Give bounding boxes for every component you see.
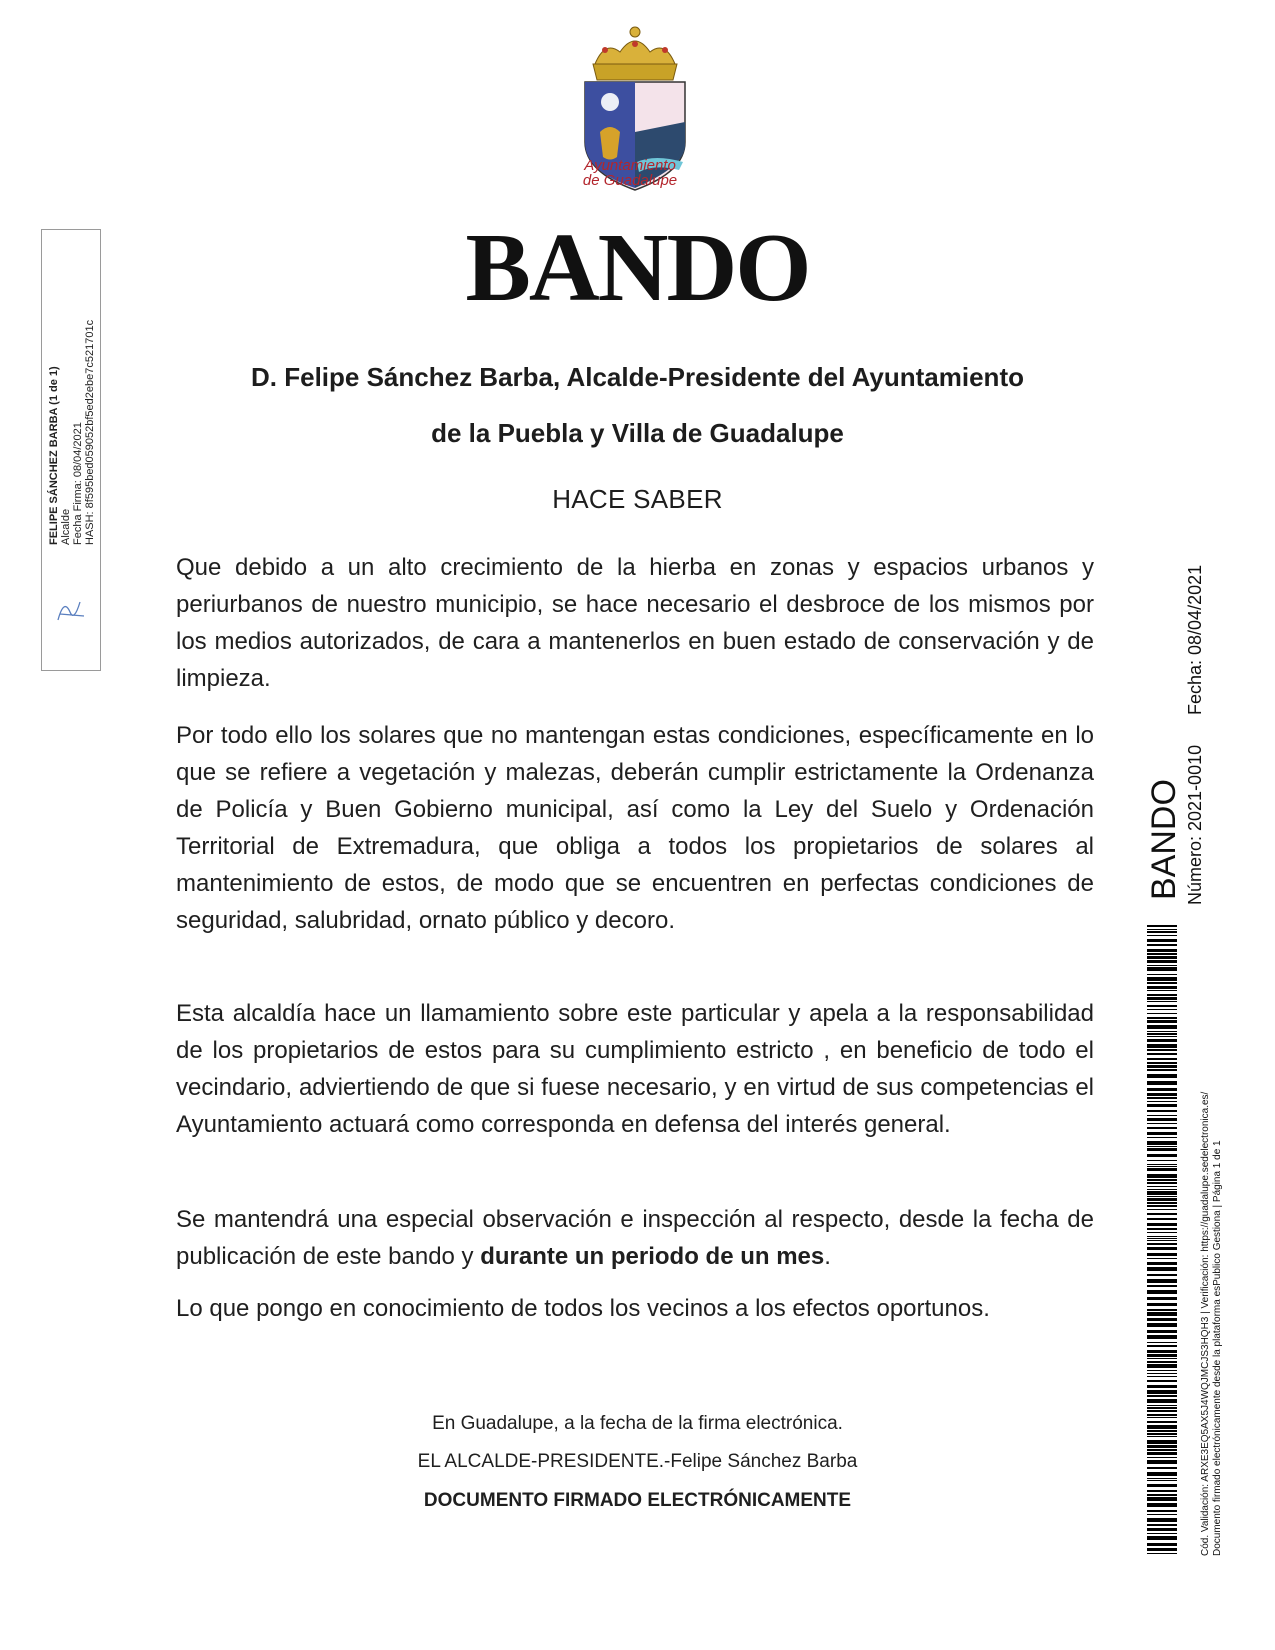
signature-name: FELIPE SÁNCHEZ BARBA (1 de 1) (48, 366, 60, 545)
barcode-bar (1147, 1198, 1177, 1201)
barcode-bar (1147, 1182, 1177, 1184)
barcode-bar (1147, 1425, 1177, 1429)
barcode-bar (1147, 1044, 1177, 1048)
barcode-bar (1147, 1101, 1177, 1102)
barcode-bar (1147, 1262, 1177, 1265)
barcode-bar (1147, 1335, 1177, 1339)
body-paragraph-4 (176, 1201, 1094, 1275)
barcode-bar (1147, 1460, 1177, 1464)
barcode-bar (1147, 1440, 1177, 1444)
barcode-bar (1147, 1036, 1177, 1037)
barcode-bar (1147, 1137, 1177, 1138)
barcode-bar (1147, 1312, 1177, 1316)
barcode-bar (1147, 1127, 1177, 1129)
barcode-bar (1147, 1228, 1177, 1230)
para4-bold: durante un periodo de un mes (480, 1243, 825, 1270)
barcode-bar (1147, 1390, 1177, 1394)
barcode-bar (1147, 1528, 1177, 1531)
barcode-bar (1147, 1514, 1177, 1515)
barcode-bar (1147, 1445, 1177, 1448)
barcode-bar (1147, 1141, 1177, 1145)
barcode-bar (1147, 1480, 1177, 1481)
body-paragraph-1: Que debido a un alto crecimiento de la hierba en zonas y espacios urbanos y periurbanos de nuestro municipio, se hace necesario el desbroce de los mismos por los medios autorizados, de cara a mantenerlos en buen estado de conservación y de limpieza. (176, 554, 1094, 692)
barcode-bar (1147, 1318, 1177, 1321)
barcode-bar (1147, 1240, 1177, 1241)
barcode-bar (1147, 935, 1177, 936)
barcode-bar (1147, 1074, 1177, 1078)
barcode-bar (1147, 1373, 1177, 1374)
barcode-bar (1147, 1154, 1177, 1157)
barcode-bar (1147, 1186, 1177, 1187)
barcode-bar (1147, 956, 1177, 959)
closing-signed-notice: DOCUMENTO FIRMADO ELECTRÓNICAMENTE (423, 1490, 852, 1511)
barcode-bar (1147, 1421, 1177, 1423)
barcode-bar (1147, 1009, 1177, 1010)
barcode-bar (1147, 1088, 1177, 1091)
barcode-bar (1147, 1452, 1177, 1455)
barcode-bar (1147, 1467, 1177, 1469)
barcode-bar (1147, 1417, 1177, 1418)
barcode-bar (1147, 967, 1177, 971)
barcode-icon (1147, 925, 1177, 1555)
barcode-bar (1147, 1524, 1177, 1526)
barcode-bar (1147, 1405, 1177, 1406)
barcode-bar (1147, 1370, 1177, 1371)
barcode-bar (1147, 1449, 1177, 1451)
barcode-bar (1147, 1223, 1177, 1226)
barcode-bar (1147, 1062, 1177, 1064)
barcode-bar (1147, 1247, 1177, 1250)
barcode-bar (1147, 1436, 1177, 1437)
barcode-bar (1147, 1013, 1177, 1014)
barcode-bar (1147, 1484, 1177, 1487)
barcode-bar (1147, 1430, 1177, 1432)
barcode-bar (1147, 1164, 1177, 1165)
barcode-bar (1147, 994, 1177, 996)
barcode-bar (1147, 1533, 1177, 1534)
barcode-bar (1147, 1267, 1177, 1271)
barcode-bar (1147, 1350, 1177, 1353)
barcode-bar (1147, 1279, 1177, 1283)
barcode-bar (1147, 1297, 1177, 1300)
barcode-bar (1147, 1518, 1177, 1522)
side-stamp-title: BANDO (1145, 779, 1183, 900)
barcode-bar (1147, 1166, 1177, 1167)
heading-line1: D. Felipe Sánchez Barba, Alcalde-Presidente del Ayuntamiento (251, 362, 1024, 392)
signature-role: Alcalde (60, 508, 72, 545)
barcode-bar (1147, 1110, 1177, 1112)
barcode-bar (1147, 1457, 1177, 1458)
barcode-bar (1147, 1031, 1177, 1032)
barcode-bar (1147, 1358, 1177, 1359)
barcode-bar (1147, 1285, 1177, 1287)
crest-caption-line1: Ayuntamiento (584, 157, 676, 174)
barcode-bar (1147, 1376, 1177, 1377)
barcode-bar (1147, 1033, 1177, 1035)
barcode-bar (1147, 925, 1177, 927)
barcode-bar (1147, 1543, 1177, 1546)
barcode-bar (1147, 1146, 1177, 1147)
closing-signer: EL ALCALDE-PRESIDENTE.-Felipe Sánchez Barba (417, 1451, 858, 1472)
barcode-bar (1147, 1065, 1177, 1068)
barcode-bar (1147, 965, 1177, 966)
body-paragraph-3: Esta alcaldía hace un llamamiento sobre este particular y apela a la responsabilidad de los propietarios de estos para su cumplimiento estricto , en beneficio de todo el vecindario, adviertiendo de que si fuese necesario, y en virtud de sus competencias el Ayuntamiento actuará como corresponda en defensa del interés general. (176, 1000, 1094, 1138)
para4-start: Se mantendrá una especial observación e inspección al respecto, desde la fecha de publicación de este bando y (176, 1206, 1094, 1270)
barcode-bar (1147, 1205, 1177, 1207)
barcode-bar (1147, 931, 1177, 933)
barcode-bar (1147, 1407, 1177, 1409)
barcode-bar (1147, 1503, 1177, 1507)
barcode-bar (1147, 1361, 1177, 1363)
barcode-bar (1147, 1536, 1177, 1540)
barcode-bar (1147, 1148, 1177, 1151)
barcode-bar (1147, 1472, 1177, 1476)
barcode-bar (1147, 1433, 1177, 1435)
signature-scribble-icon (50, 590, 90, 630)
body-paragraph-2: Por todo ello los solares que no mantengan estas condiciones, específicamente en lo que se refiere a vegetación y malezas, deberán cumplir estrictamente la Ordenanza de Policía y Buen Gobierno municipal, así como la Ley del Suelo y Ordenación Territorial de Extremadura, que obliga a todos los propietarios de solares al mantenimiento de estos, de modo que se encuentren en perfectas condiciones de seguridad, salubridad, ornato público y decoro. (176, 722, 1094, 934)
barcode-bar (1147, 1115, 1177, 1116)
barcode-bar (1147, 1189, 1177, 1190)
barcode-bar (1147, 1553, 1177, 1554)
barcode-bar (1147, 1093, 1177, 1096)
barcode-bar (1147, 1168, 1177, 1171)
barcode-bar (1147, 1258, 1177, 1259)
barcode-bar (1147, 1309, 1177, 1311)
hace-saber-heading: HACE SABER (552, 484, 723, 514)
side-stamp-date: Fecha: 08/04/2021 (1185, 564, 1205, 715)
barcode-bar (1147, 1399, 1177, 1403)
body-paragraph-5: Lo que pongo en conocimiento de todos los vecinos a los efectos oportunos. (176, 1295, 990, 1322)
barcode-bar (1147, 1323, 1177, 1327)
barcode-bar (1147, 1364, 1177, 1368)
barcode-bar (1147, 1202, 1177, 1204)
barcode-bar (1147, 949, 1177, 952)
barcode-bar (1147, 1395, 1177, 1397)
barcode-bar (1147, 1191, 1177, 1195)
barcode-bar (1147, 977, 1177, 981)
barcode-bar (1147, 1380, 1177, 1382)
barcode-bar (1147, 939, 1177, 942)
barcode-bar (1147, 1179, 1177, 1181)
barcode-bar (1147, 1238, 1177, 1239)
barcode-bar (1147, 986, 1177, 989)
barcode-bar (1147, 1081, 1177, 1085)
signature-hash: HASH: 8f595bed059052bf5ed2ebe7c521701c (84, 319, 96, 545)
signature-date: Fecha Firma: 08/04/2021 (72, 422, 84, 545)
barcode-bar (1147, 974, 1177, 975)
barcode-bar (1147, 1005, 1177, 1007)
barcode-bar (1147, 1232, 1177, 1233)
barcode-bar (1147, 1303, 1177, 1306)
barcode-bar (1147, 1490, 1177, 1492)
barcode-bar (1147, 990, 1177, 991)
barcode-bar (1147, 1017, 1177, 1019)
barcode-bar (1147, 1414, 1177, 1416)
barcode-bar (1147, 1053, 1177, 1055)
barcode-bar (1147, 1510, 1177, 1512)
barcode-bar (1147, 1494, 1177, 1496)
barcode-bar (1147, 1385, 1177, 1388)
barcode-bar (1147, 1330, 1177, 1333)
crest-caption (540, 158, 720, 188)
barcode-bar (1147, 1160, 1177, 1161)
barcode-bar (1147, 1025, 1177, 1029)
barcode-bar (1147, 1497, 1177, 1501)
barcode-bar (1147, 1274, 1177, 1276)
barcode-bar (1147, 1174, 1177, 1178)
barcode-bar (1147, 944, 1177, 946)
barcode-bar (1147, 1548, 1177, 1551)
heading-line2: de la Puebla y Villa de Guadalupe (431, 418, 844, 448)
barcode-bar (1147, 997, 1177, 1000)
barcode-bar (1147, 1104, 1177, 1107)
crest-caption-line2: de Guadalupe (582, 172, 678, 189)
validation-code: Cód. Validación: ARXE3EQ5AX5J4WQJMCJS3HQH3 | Verificación: https://guadalupe.sedelectronica.es/ (1200, 1091, 1211, 1556)
barcode-bar (1147, 1345, 1177, 1347)
barcode-bar (1147, 1196, 1177, 1197)
barcode-bar (1147, 1049, 1177, 1051)
barcode-bar (1147, 1290, 1177, 1294)
document-title: BANDO (465, 214, 810, 322)
barcode-bar (1147, 1218, 1177, 1220)
barcode-bar (1147, 1118, 1177, 1121)
barcode-bar (1147, 1410, 1177, 1412)
barcode-bar (1147, 1209, 1177, 1210)
barcode-bar (1147, 929, 1177, 930)
barcode-bar (1147, 1039, 1177, 1042)
platform-note: Documento firmado electrónicamente desde la plataforma esPublico Gestiona | Página 1 de 1 (1212, 1140, 1223, 1556)
barcode-bar (1147, 960, 1177, 963)
para4-end: . (824, 1243, 831, 1270)
barcode-bar (1147, 1236, 1177, 1237)
barcode-bar (1147, 1123, 1177, 1124)
barcode-bar (1147, 1243, 1177, 1245)
barcode-bar (1147, 1020, 1177, 1023)
barcode-bar (1147, 1342, 1177, 1343)
barcode-bar (1147, 982, 1177, 984)
barcode-bar (1147, 1001, 1177, 1002)
barcode-bar (1147, 1097, 1177, 1099)
side-stamp-number: Número: 2021-0010 (1185, 744, 1205, 905)
barcode-bar (1147, 1132, 1177, 1135)
barcode-bar (1147, 1213, 1177, 1215)
barcode-bar (1147, 1058, 1177, 1060)
barcode-bar (1147, 1478, 1177, 1479)
barcode-bar (1147, 1069, 1177, 1071)
barcode-bar (1147, 1354, 1177, 1357)
barcode-bar (1147, 953, 1177, 955)
closing-place: En Guadalupe, a la fecha de la firma electrónica. (432, 1413, 843, 1434)
barcode-bar (1147, 1253, 1177, 1256)
